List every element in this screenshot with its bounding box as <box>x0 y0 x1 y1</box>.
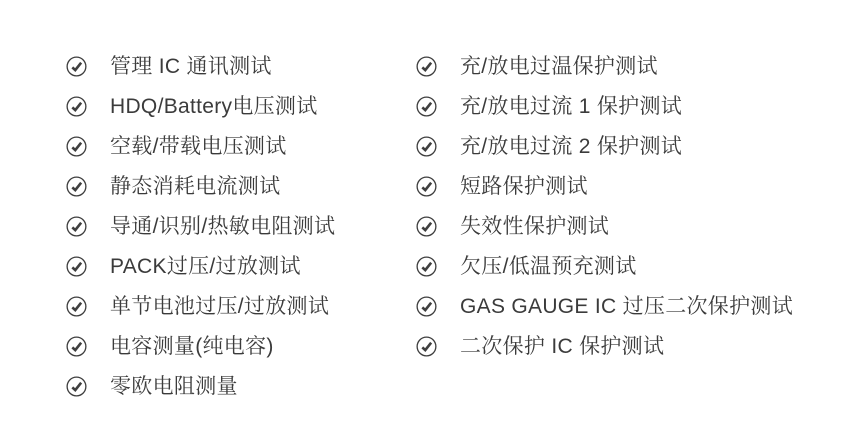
test-checklist <box>66 46 793 406</box>
list-item <box>416 326 793 366</box>
list-item <box>66 326 416 366</box>
check-circle-icon <box>66 96 87 117</box>
check-circle-icon <box>66 376 87 397</box>
list-item-label: 零欧电阻测量 <box>110 374 238 398</box>
list-item-label: 导通/识别/热敏电阻测试 <box>110 214 336 238</box>
checklist-column-left <box>66 46 416 406</box>
list-item <box>66 86 416 126</box>
list-item-label: HDQ/Battery电压测试 <box>110 94 318 118</box>
list-item-label: 充/放电过流 2 保护测试 <box>460 134 683 158</box>
list-item <box>416 86 793 126</box>
check-circle-icon <box>416 56 437 77</box>
check-circle-icon <box>416 336 437 357</box>
list-item-label: 单节电池过压/过放测试 <box>110 294 330 318</box>
check-circle-icon <box>416 96 437 117</box>
list-item-label: 失效性保护测试 <box>460 214 610 238</box>
list-item-label: 空载/带载电压测试 <box>110 134 287 158</box>
list-item <box>66 166 416 206</box>
list-item <box>416 206 793 246</box>
list-item-label: GAS GAUGE IC 过压二次保护测试 <box>460 294 793 318</box>
list-item <box>66 246 416 286</box>
list-item <box>66 286 416 326</box>
list-item <box>66 206 416 246</box>
check-circle-icon <box>66 216 87 237</box>
list-item <box>416 246 793 286</box>
check-circle-icon <box>416 136 437 157</box>
check-circle-icon <box>416 296 437 317</box>
check-circle-icon <box>66 296 87 317</box>
list-item-label: 管理 IC 通讯测试 <box>110 54 272 78</box>
list-item <box>66 46 416 86</box>
check-circle-icon <box>416 216 437 237</box>
check-circle-icon <box>66 56 87 77</box>
list-item-label: 静态消耗电流测试 <box>110 174 281 198</box>
list-item <box>66 126 416 166</box>
list-item <box>416 46 793 86</box>
list-item <box>416 126 793 166</box>
list-item-label: 二次保护 IC 保护测试 <box>460 334 665 358</box>
check-circle-icon <box>66 336 87 357</box>
check-circle-icon <box>66 176 87 197</box>
list-item-label: 充/放电过温保护测试 <box>460 54 658 78</box>
list-item <box>66 366 416 406</box>
list-item-label: 短路保护测试 <box>460 174 588 198</box>
list-item-label: 欠压/低温预充测试 <box>460 254 637 278</box>
list-item <box>416 286 793 326</box>
list-item-label: 电容测量(纯电容) <box>110 334 274 358</box>
check-circle-icon <box>66 136 87 157</box>
list-item <box>416 166 793 206</box>
checklist-column-right <box>416 46 793 366</box>
list-item-label: 充/放电过流 1 保护测试 <box>460 94 683 118</box>
check-circle-icon <box>66 256 87 277</box>
check-circle-icon <box>416 176 437 197</box>
check-circle-icon <box>416 256 437 277</box>
list-item-label: PACK过压/过放测试 <box>110 254 301 278</box>
